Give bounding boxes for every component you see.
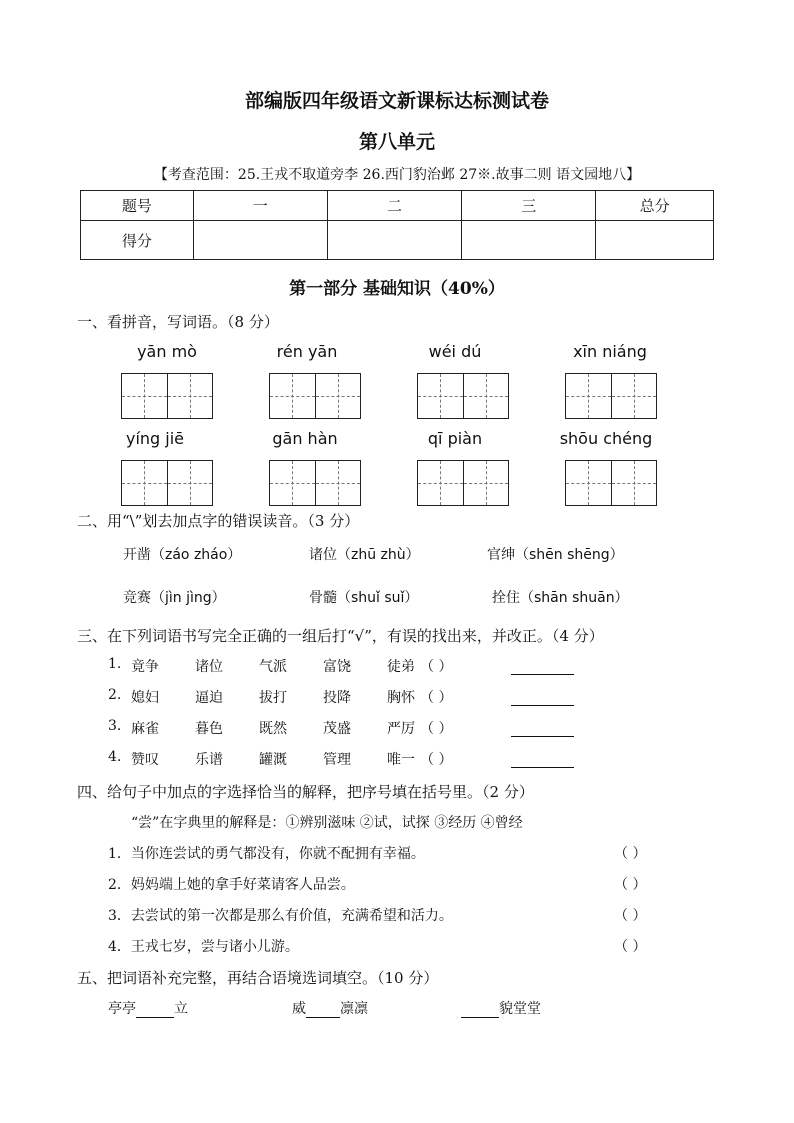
q3-row-number: 4. <box>108 749 122 765</box>
q4-definition: “尝”在字典里的解释是：①辨别滋味 ②试，试探 ③经历 ④曾经 <box>131 815 523 831</box>
score-input-cell[interactable] <box>462 221 596 260</box>
q4-sentence: 2．妈妈端上她的拿手好菜请客人品尝。 <box>108 877 355 893</box>
q5-phrase <box>108 998 188 1018</box>
q2-item <box>123 544 241 564</box>
write-grid[interactable] <box>269 373 361 419</box>
q4-sentence: 3．去尝试的第一次都是那么有价值，充满希望和活力。 <box>108 908 453 924</box>
q3-row <box>108 687 121 703</box>
exam-range: 【考查范围：25.王戎不取道旁李 26.西门豹治邺 27※.故事二则 语文园地八】 <box>153 167 641 183</box>
pinyin-label: shōu chéng <box>559 429 653 448</box>
q2-word: 竞赛 <box>123 590 151 606</box>
q2-word: 诸位 <box>309 547 337 563</box>
score-header-cell: 一 <box>193 191 327 221</box>
q3-word: 乐谱 <box>195 752 223 768</box>
q2-word: 官绅 <box>487 547 515 563</box>
score-input-cell[interactable] <box>596 221 714 260</box>
q3-row-number: 1. <box>108 656 122 672</box>
q2-pinyin-options[interactable]: （záo zháo） <box>151 547 242 563</box>
q4-answer-paren[interactable]: （ ） <box>614 908 647 924</box>
q3-row-number: 3. <box>108 718 122 734</box>
score-input-cell[interactable] <box>193 221 327 260</box>
q2-pinyin-options[interactable]: （shān shuān） <box>520 590 629 606</box>
q4-answer-paren[interactable]: （ ） <box>614 939 647 955</box>
write-grid[interactable] <box>121 460 213 506</box>
q5-phrase <box>461 998 541 1018</box>
q3-answer-paren[interactable]: （ ） <box>420 659 453 675</box>
q3-answer-paren[interactable]: （ ） <box>420 752 453 768</box>
write-grid[interactable] <box>565 373 657 419</box>
q5-phrase-end: 凛凛 <box>340 1001 368 1017</box>
q2-word: 开凿 <box>123 547 151 563</box>
q3-word: 富饶 <box>323 659 351 675</box>
q2-pinyin-options[interactable]: （jìn jìng） <box>151 590 226 606</box>
q3-correction-line[interactable] <box>511 691 574 706</box>
q2-pinyin-options[interactable]: （zhū zhù） <box>337 547 420 563</box>
q4-answer-paren[interactable]: （ ） <box>614 877 647 893</box>
write-grid[interactable] <box>417 460 509 506</box>
q3-word: 麻雀 <box>131 721 159 737</box>
q3-row <box>108 656 121 672</box>
pinyin-label: yān mò <box>137 342 197 361</box>
q3-row <box>108 749 121 765</box>
q2-pinyin-options[interactable]: （shuǐ suǐ） <box>337 590 419 606</box>
q2-word: 拴住 <box>492 590 520 606</box>
q4-heading: 四、给句子中加点的字选择恰当的解释，把序号填在括号里。（2 分） <box>77 783 534 801</box>
q3-word: 胸怀 <box>387 690 415 706</box>
q2-item <box>309 544 420 564</box>
part1-heading: 第一部分 基础知识（40%） <box>289 279 505 299</box>
q3-word: 逼迫 <box>195 690 223 706</box>
q3-word: 媳妇 <box>131 690 159 706</box>
q3-correction-line[interactable] <box>511 722 574 737</box>
pinyin-label: yíng jiē <box>125 429 185 448</box>
q4-sentence: 1．当你连尝试的勇气都没有，你就不配拥有幸福。 <box>108 846 425 862</box>
q3-word: 投降 <box>323 690 351 706</box>
q5-phrase <box>292 998 368 1018</box>
pinyin-label: wéi dú <box>428 342 482 361</box>
q3-word: 既然 <box>259 721 287 737</box>
pinyin-label: gān hàn <box>272 429 338 448</box>
q4-sentence: 4．王戎七岁，尝与诸小儿游。 <box>108 939 299 955</box>
q3-correction-line[interactable] <box>511 660 574 675</box>
q3-word: 茂盛 <box>323 721 351 737</box>
q2-item <box>487 544 624 564</box>
q3-row <box>108 718 121 734</box>
q2-item <box>309 587 418 607</box>
q5-blank[interactable] <box>461 1003 499 1018</box>
score-table <box>80 190 714 260</box>
q3-heading: 三、在下列词语书写完全正确的一组后打“√”，有误的找出来，并改正。（4 分） <box>77 627 604 645</box>
q3-correction-line[interactable] <box>511 753 574 768</box>
q3-word: 严厉 <box>387 721 415 737</box>
q5-heading: 五、把词语补充完整，再结合语境选词填空。（10 分） <box>77 969 439 987</box>
pinyin-label: qī piàn <box>427 429 483 448</box>
pinyin-label: xīn niáng <box>573 342 647 361</box>
write-grid[interactable] <box>121 373 213 419</box>
score-header-cell: 三 <box>462 191 596 221</box>
q2-item <box>123 587 226 607</box>
score-input-cell[interactable] <box>327 221 462 260</box>
q3-word: 徒弟 <box>387 659 415 675</box>
q5-phrase-end: 立 <box>174 1001 188 1017</box>
q3-row-number: 2. <box>108 687 122 703</box>
write-grid[interactable] <box>269 460 361 506</box>
q2-item <box>492 587 629 607</box>
score-header-cell: 二 <box>327 191 462 221</box>
q5-phrase-start: 威 <box>292 1001 306 1017</box>
q4-answer-paren[interactable]: （ ） <box>614 846 647 862</box>
q3-answer-paren[interactable]: （ ） <box>420 690 453 706</box>
q1-heading: 一、看拼音，写词语。（8 分） <box>77 313 279 331</box>
q5-phrase-end: 貌堂堂 <box>499 1001 541 1017</box>
q2-heading: 二、用“\”划去加点字的错误读音。（3 分） <box>77 512 360 530</box>
score-header-cell: 题号 <box>81 191 194 221</box>
score-header-cell: 总分 <box>596 191 714 221</box>
q3-word: 赞叹 <box>131 752 159 768</box>
unit-title: 第八单元 <box>358 131 435 153</box>
score-row-label: 得分 <box>81 221 194 260</box>
pinyin-label: rén yān <box>276 342 338 361</box>
q3-word: 竟争 <box>131 659 159 675</box>
q3-word: 暮色 <box>195 721 223 737</box>
q2-pinyin-options[interactable]: （shēn shēng） <box>515 547 624 563</box>
q5-blank[interactable] <box>136 1003 174 1018</box>
q3-word: 拔打 <box>259 690 287 706</box>
q3-word: 诸位 <box>195 659 223 675</box>
q5-phrase-start: 亭亭 <box>108 1001 136 1017</box>
write-grid[interactable] <box>417 373 509 419</box>
write-grid[interactable] <box>565 460 657 506</box>
exam-title: 部编版四年级语文新课标达标测试卷 <box>244 90 549 112</box>
q2-word: 骨髓 <box>309 590 337 606</box>
q3-word: 罐溉 <box>259 752 287 768</box>
q3-word: 气派 <box>259 659 287 675</box>
q5-blank[interactable] <box>306 1003 340 1018</box>
q3-word: 唯一 <box>387 752 415 768</box>
q3-word: 管理 <box>323 752 351 768</box>
q3-answer-paren[interactable]: （ ） <box>420 721 453 737</box>
